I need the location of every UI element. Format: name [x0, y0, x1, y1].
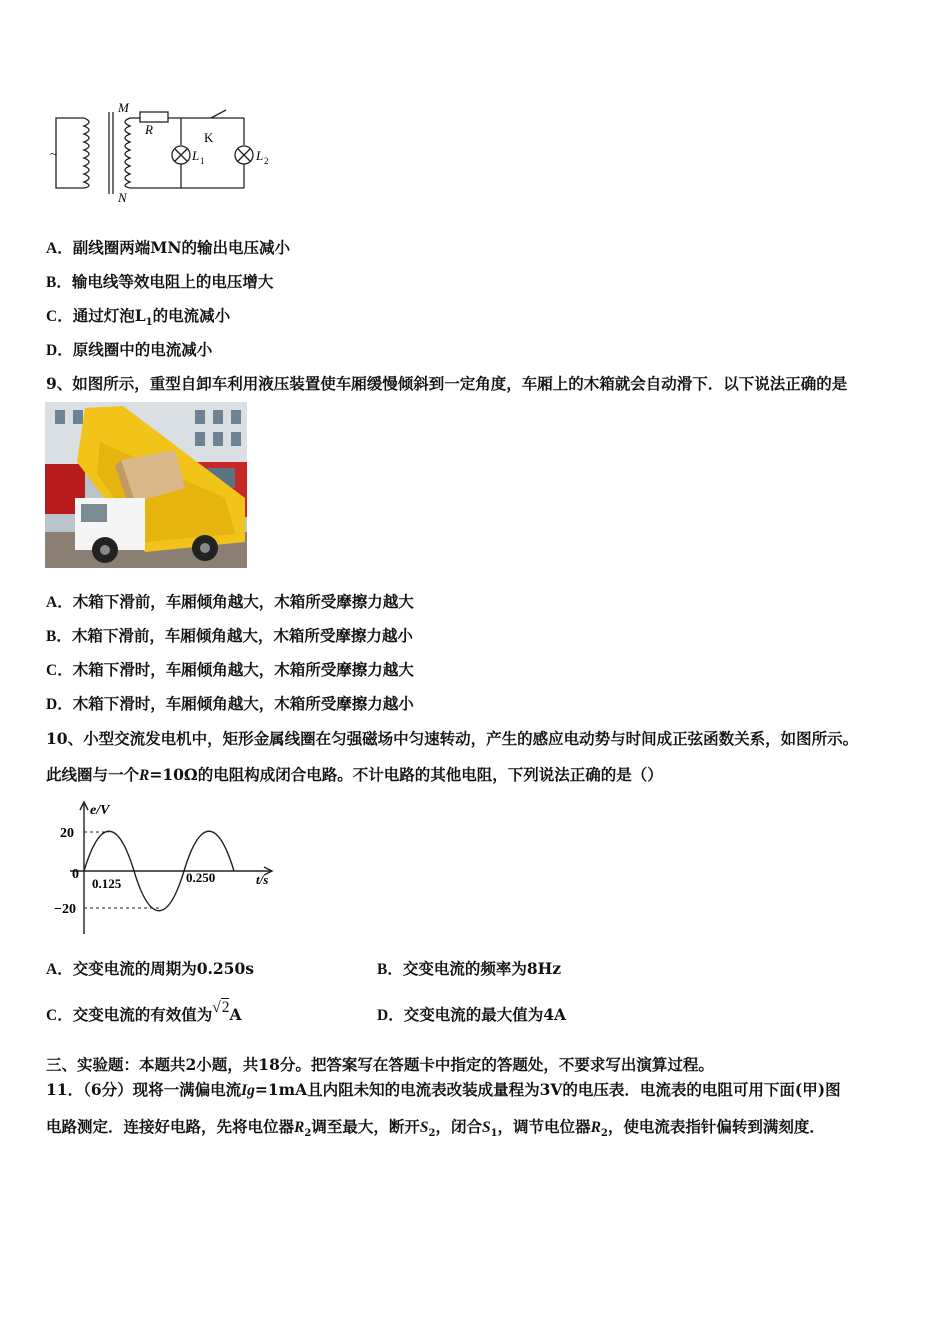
q9-stem: 9、如图所示，重型自卸车利用液压装置使车厢缓慢倾斜到一定角度，车厢上的木箱就会自动滑下．以下说法正确的是	[46, 374, 848, 393]
subscript: 1	[490, 1128, 498, 1140]
option-text: 通过灯泡L	[72, 306, 146, 325]
q10-option-c	[46, 999, 242, 1025]
origin-label: 0	[72, 867, 79, 882]
q10-stem-line2	[46, 763, 663, 785]
q8-option-c	[46, 304, 230, 328]
sqrt-expression: √2	[212, 999, 230, 1016]
label-m: M	[118, 100, 129, 115]
q9-option-c	[46, 658, 414, 680]
option-letter: D．	[46, 342, 73, 359]
stem-text: 此线圈与一个	[46, 765, 140, 784]
option-text: 木箱下滑前，车厢倾角越大，木箱所受摩擦力越大	[72, 592, 414, 611]
sqrt-radicand: 2	[221, 999, 230, 1016]
q8-option-a	[46, 236, 290, 258]
option-text: 输电线等效电阻上的电压增大	[71, 272, 274, 291]
option-letter: B．	[46, 274, 72, 291]
q10-option-d	[377, 1003, 566, 1025]
stem-text: ，闭合	[435, 1117, 482, 1136]
q10-stem-line1: 10、小型交流发电机中，矩形金属线圈在匀强磁场中匀速转动，产生的感应电动势与时间成正弦函数关系，如图所示。	[46, 729, 859, 748]
stem-text: 电路测定．连接好电路，先将电位器	[46, 1117, 295, 1136]
option-letter: C．	[46, 662, 73, 679]
y-axis-label: e/V	[90, 803, 110, 818]
option-text: 木箱下滑时，车厢倾角越大，木箱所受摩擦力越小	[72, 694, 414, 713]
option-text: 木箱下滑前，车厢倾角越大，木箱所受摩擦力越小	[71, 626, 413, 645]
q9-option-d	[46, 692, 414, 714]
stem-text: =1mA且内阻未知的电流表改装成量程为3V的电压表．电流表的电阻可用下面(甲)图	[254, 1080, 841, 1099]
label-n: N	[118, 190, 127, 205]
q8-option-d	[46, 338, 212, 360]
label-l1-sub: 1	[200, 156, 205, 166]
x-axis-label: t/s	[256, 872, 269, 887]
stem-text: 调至最大，断开	[311, 1117, 420, 1136]
option-letter: A．	[46, 594, 73, 611]
option-letter: B．	[46, 628, 72, 645]
variable-ig: Ig	[241, 1082, 255, 1099]
subscript: 2	[428, 1128, 436, 1140]
option-letter: B．	[377, 961, 403, 978]
variable-r: R	[139, 767, 150, 784]
label-r: R	[145, 122, 153, 137]
q10-option-a	[46, 957, 254, 979]
variable-r2: R	[294, 1119, 305, 1136]
option-text: 的电流减小	[152, 306, 231, 325]
option-text: 原线圈中的电流减小	[72, 340, 213, 359]
option-letter: D．	[46, 696, 73, 713]
option-text: 交变电流的频率为8Hz	[402, 959, 562, 978]
variable-r2: R	[590, 1119, 601, 1136]
option-letter: A．	[46, 961, 73, 978]
ac-source-label: ~	[50, 146, 58, 161]
emf-sine-graph	[50, 796, 280, 936]
stem-text: 11．（6分）现将一满偏电流	[46, 1080, 242, 1099]
q9-option-a	[46, 590, 414, 612]
label-l2: L	[256, 148, 264, 163]
q8-option-b	[46, 270, 273, 292]
option-text: 副线圈两端MN的输出电压减小	[72, 238, 291, 257]
option-letter: A．	[46, 240, 73, 257]
dump-truck-photo	[45, 402, 247, 568]
option-letter: D．	[377, 1007, 404, 1024]
subscript: 2	[304, 1128, 312, 1140]
label-k: K	[204, 130, 214, 145]
option-text: 交变电流的有效值为	[72, 1005, 213, 1024]
x-tick-0125: 0.125	[92, 876, 122, 891]
q9-option-b	[46, 624, 413, 646]
option-letter: C．	[46, 308, 73, 325]
x-tick-0250: 0.250	[186, 870, 216, 885]
label-l1: L	[192, 148, 200, 163]
subscript: 1	[145, 317, 153, 329]
stem-text: ，调节电位器	[497, 1117, 591, 1136]
q11-line1	[46, 1078, 841, 1100]
q10-option-b	[377, 957, 561, 979]
section-3-heading: 三、实验题：本题共2小题，共18分。把答案写在答题卡中指定的答题处，不要求写出演算过程。	[46, 1055, 714, 1074]
subscript: 2	[600, 1128, 608, 1140]
stem-text: ，使电流表指针偏转到满刻度．	[607, 1117, 825, 1136]
option-text: 交变电流的周期为0.250s	[72, 959, 254, 978]
unit-text: A	[229, 1005, 242, 1024]
circuit-diagram	[46, 98, 286, 208]
stem-text: =10Ω的电阻构成闭合电路。不计电路的其他电阻，下列说法正确的是（）	[149, 765, 663, 784]
label-l2-sub: 2	[264, 156, 269, 166]
option-letter: C．	[46, 1007, 73, 1024]
variable-s1: S	[481, 1119, 491, 1136]
q11-line2	[46, 1115, 825, 1139]
option-text: 交变电流的最大值为4A	[403, 1005, 567, 1024]
variable-s2: S	[419, 1119, 429, 1136]
option-text: 木箱下滑时，车厢倾角越大，木箱所受摩擦力越大	[72, 660, 414, 679]
y-tick-max: 20	[60, 826, 74, 841]
y-tick-min: −20	[54, 902, 76, 917]
